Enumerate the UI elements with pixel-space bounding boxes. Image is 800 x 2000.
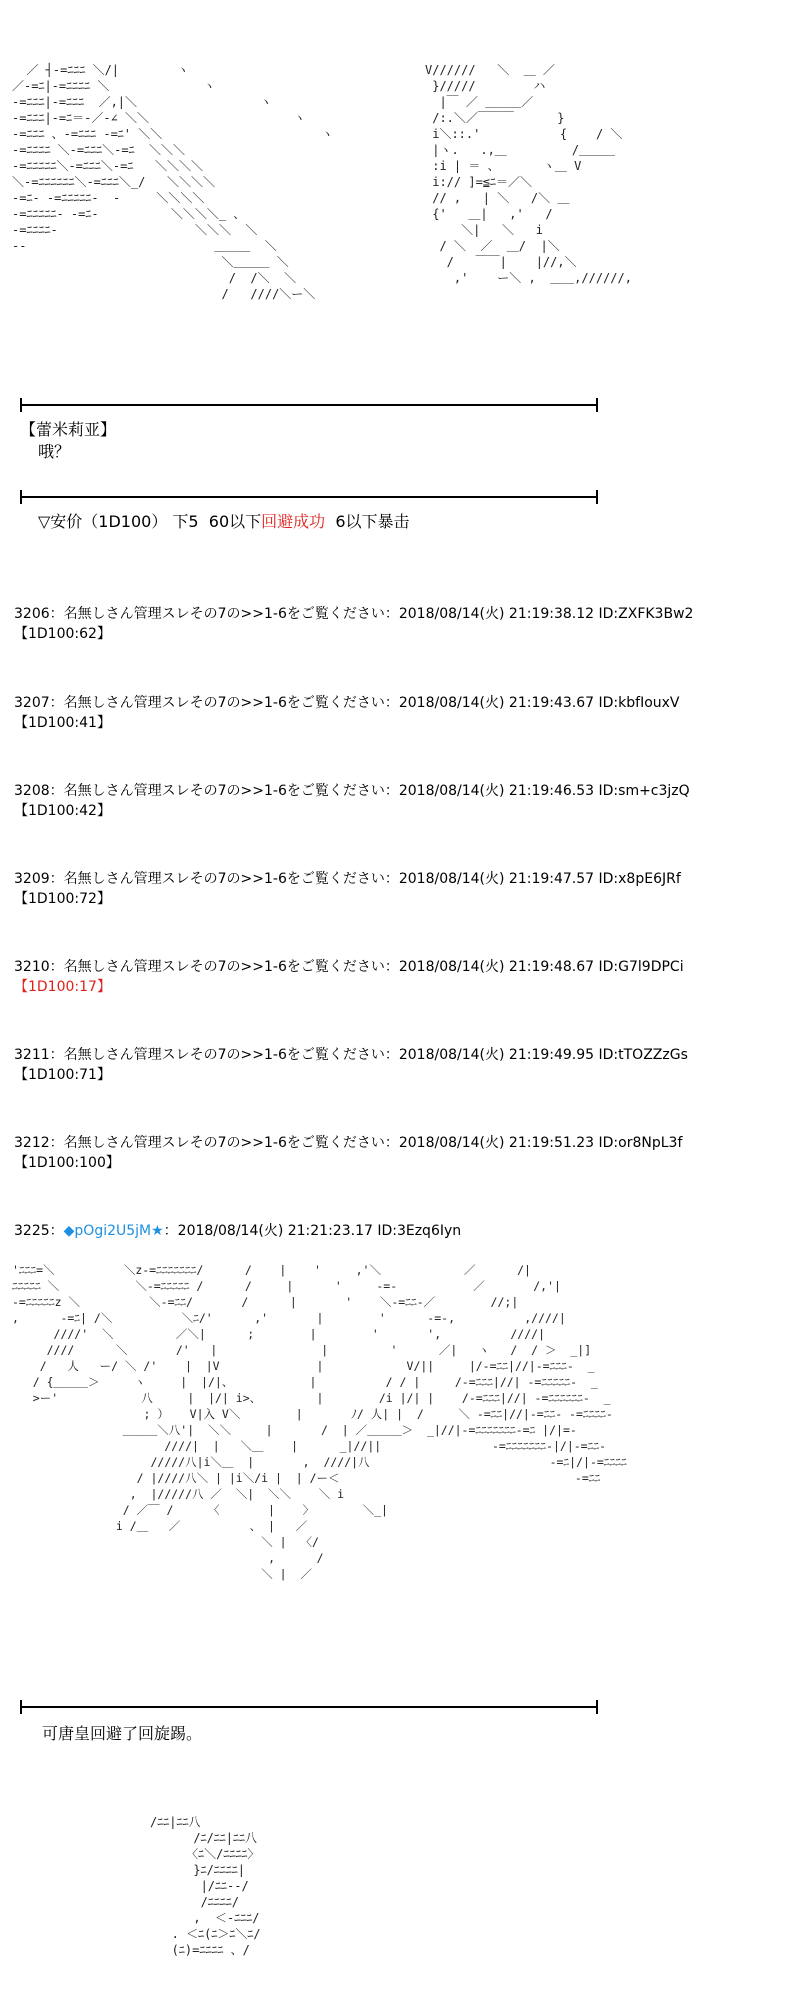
ascii-art-battle: 'ﾆﾆﾆ=＼ ＼z-=ﾆﾆﾆﾆﾆﾆﾆ/ / | ' ,'＼ ／ /| ﾆﾆﾆﾆﾆ ＼ ＼-=ﾆﾆﾆﾆﾆ / / | ' -=- ／ /,'| -=ﾆﾆﾆﾆﾆz ＼ ＼-=ﾆﾆ/ / | ' ＼-=ﾆﾆ-／ //;| , -=ﾆ| /＼ ＼ﾆ/' ,' | ' -=-, ,////| ////' ＼ ／＼| ; | ' ', ////| //// ＼ /' | | ' ／| ヽ / / ＞ _|] / 人 ー/ ＼ /' | |V | V/|| |/-=ﾆﾆ|//|-=ﾆﾆﾆ- _ / {＿＿＿＞ ヽ | |/|、 | / / | /-=ﾆﾆﾆ|//| -=ﾆﾆﾆﾆﾆ- _ >ー' 八 | |/| i>、 | /i |/| | /-=ﾆﾆﾆ|//| -=ﾆﾆﾆﾆﾆﾆ- _ ; ） V|入 V＼ | ﾉ/ 人| | / ＼ -=ﾆﾆ|//|-=ﾆﾆ- -=ﾆﾆﾆﾆ- ＿＿＿＼八'| ＼＼ | / | ／＿＿＿＞ _|//|-=ﾆﾆﾆﾆﾆﾆﾆ-=ﾆ |/|=- ////| | ＼＿ | _|//|| -=ﾆﾆﾆﾆﾆﾆﾆ-|/|-=ﾆﾆ- /////八|i＼＿ | , ////|八 -=ﾆ|/|-=ﾆﾆﾆﾆ / |////八＼ | |i＼/i | | /ー＜ -=ﾆﾆ , |/////八 ／ ＼| ＼＼ ＼ i / ／￣ / 〈 | 〉 ＼_| i /＿ ／ 、 | ／ ＼ | 〈/ , / ＼ | ／ [12, 1263, 627, 1581]
ascii-art-remilia-left: ／ ┤-=ﾆﾆﾆ ＼/| ヽ ／-=ﾆ|-=ﾆﾆﾆﾆ ＼ ヽ -=ﾆﾆﾆ|-=ﾆﾆﾆ ／,|＼ ヽ -=ﾆﾆﾆ|-=ﾆ＝-／-∠ ＼＼ ヽ -=ﾆﾆﾆ 、-=ﾆﾆﾆ -=ﾆ' ＼＼ ヽ -=ﾆﾆﾆﾆ ＼-=ﾆﾆﾆ＼-=ﾆ ＼＼＼ -=ﾆﾆﾆﾆﾆ＼-=ﾆﾆﾆ＼-=ﾆ ＼＼＼＼ ＼-=ﾆﾆﾆﾆﾆﾆ＼-=ﾆﾆﾆ＼_/ ＼＼＼＼ -=ﾆ- -=ﾆﾆﾆﾆﾆ- - ＼＼＼＼ -=ﾆﾆﾆﾆﾆ- -=ﾆ- ＼＼＼＼_ 、 -=ﾆﾆﾆﾆ- ＼＼＼ ＼ -- ＿＿＿ ＼ ＼＿＿＿ ＼ / /＼ ＼ / ////＼ー＼ [12, 63, 334, 301]
dice-roll: 【1D100:62】 [14, 626, 111, 642]
post-header: 3210：名無しさん管理スレその7の>>1-6をご覧ください：2018/08/14(火) 21:19:48.67 ID:G7l9DPCi [14, 959, 684, 975]
divider-line [20, 404, 598, 406]
ascii-art-figure: /ﾆﾆ|ﾆﾆ八 /ﾆ/ﾆﾆ|ﾆﾆ八 〈ﾆ＼/ﾆﾆﾆﾆ〉 }ﾆ/ﾆﾆﾆﾆ| |/ﾆﾆ--/ /ﾆﾆﾆﾆ/ , ＜-ﾆﾆﾆ/ . ＜ﾆ(ﾆ＞ﾆ＼ﾆ/ (ﾆ)=ﾆﾆﾆﾆ 、/ [150, 1815, 261, 1957]
dice-roll: 【1D100:100】 [14, 1155, 120, 1171]
gm-tripcode: ◆pOgi2U5jM★ [63, 1223, 164, 1239]
divider-tick-right [596, 1700, 598, 1714]
narration-line: 可唐皇回避了回旋踢。 [42, 1724, 203, 1743]
post-header: 3208：名無しさん管理スレその7の>>1-6をご覧ください：2018/08/14(火) 21:19:46.53 ID:sm+c3jzQ [14, 783, 690, 799]
divider-line [20, 496, 598, 498]
roll-success-text: 回避成功 [261, 512, 326, 531]
divider-tick-right [596, 398, 598, 412]
post-header: 3211：名無しさん管理スレその7の>>1-6をご覧ください：2018/08/14(火) 21:19:49.95 ID:tTOZZzGs [14, 1047, 688, 1063]
dice-roll-highlighted: 【1D100:17】 [14, 979, 111, 995]
dice-roll: 【1D100:42】 [14, 803, 111, 819]
divider-line [20, 1706, 598, 1708]
dice-roll: 【1D100:71】 [14, 1067, 111, 1083]
dialogue-line: 哦？ [38, 442, 71, 461]
post-header: 3206：名無しさん管理スレその7の>>1-6をご覧ください：2018/08/14(火) 21:19:38.12 ID:ZXFK3Bw2 [14, 606, 694, 622]
ascii-art-remilia-right: V////// ＼ ＿ ／ }///// ハ |￣ ／ ＿＿＿／ /:.＼／￣￣￣ } i＼::.' { / ＼ |ヽ. .,＿ /＿＿＿ :i | ＝ 、 ヽ＿ V i:// ]=≦ﾆ＝／＼ // , | ＼ /＼ ＿ {' ＿| ,' / ＼| ＼ i / ＼ ／ ＿/ |＼ / ￣￣| |//,＼ ,' ー＼ , ＿＿,//////, [425, 63, 632, 285]
speaker-label: 【蕾米莉亚】 [20, 420, 117, 439]
divider-tick-right [596, 490, 598, 504]
post-header: 3209：名無しさん管理スレその7の>>1-6をご覧ください：2018/08/14(火) 21:19:47.57 ID:x8pE6JRf [14, 871, 681, 887]
roll-instruction: ▽安价（1D100） 下5 60以下回避成功 6以下暴击 [38, 512, 410, 531]
gm-post-header: 3225：◆pOgi2U5jM★：2018/08/14(火) 21:21:23.17 ID:3Ezq6Iyn [14, 1223, 462, 1239]
dice-roll: 【1D100:41】 [14, 715, 111, 731]
post-header: 3212：名無しさん管理スレその7の>>1-6をご覧ください：2018/08/14(火) 21:19:51.23 ID:or8NpL3f [14, 1135, 683, 1151]
dice-roll: 【1D100:72】 [14, 891, 111, 907]
post-header: 3207：名無しさん管理スレその7の>>1-6をご覧ください：2018/08/14(火) 21:19:43.67 ID:kbfIouxV [14, 695, 680, 711]
